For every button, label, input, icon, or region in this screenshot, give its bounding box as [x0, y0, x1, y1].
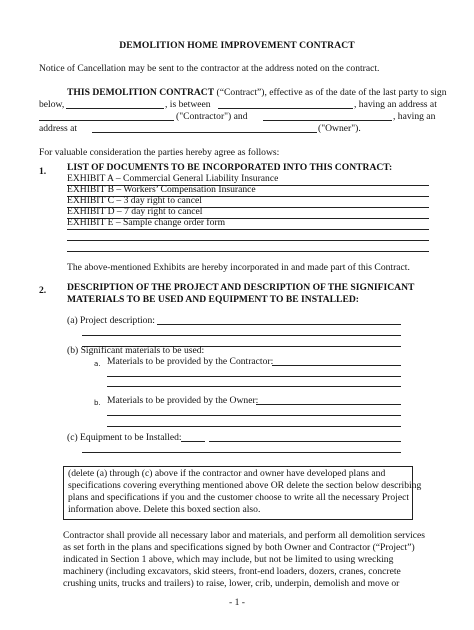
scope-line-4: machinery (including excavators, skid steers, front-end loaders, dozers, cranes, concrete — [63, 566, 401, 577]
instructions-line-1: (delete (a) through (c) above if the contractor and owner have developed plans and — [68, 468, 386, 479]
intro-lead: THIS DEMOLITION CONTRACT — [67, 87, 215, 98]
section2-heading-line2: MATERIALS TO BE USED AND EQUIPMENT TO BE INSTALLED: — [67, 294, 359, 305]
owner-materials-line-2[interactable] — [107, 415, 401, 416]
cancellation-notice: Notice of Cancellation may be sent to the contractor at the address noted on the contract. — [39, 63, 380, 74]
intro-line3-label-a: ("Contractor") and — [176, 111, 248, 122]
exhibit-d: EXHIBIT D – 7 day right to cancel — [67, 206, 203, 217]
owner-address-blank[interactable] — [92, 132, 317, 133]
intro-line1-text: (“Contract”), effective as of the date of the last party to sign — [214, 87, 447, 98]
exhibit-blank-line-2[interactable] — [67, 239, 429, 252]
materials-label: (b) Significant materials to be used: — [67, 345, 205, 356]
intro-line4-label-a: address at — [39, 123, 78, 134]
exhibits-incorporated-text: The above-mentioned Exhibits are hereby incorporated in and made part of this Contract. — [67, 262, 410, 273]
instructions-line-3: plans and specifications if you and the customer choose to write all the necessary Project — [68, 492, 410, 503]
equipment-line-1b[interactable] — [209, 441, 401, 442]
intro-line2-label-b: , is between — [165, 99, 211, 110]
contractor-address-blank[interactable] — [39, 120, 174, 121]
scope-line-3: indicated in Section 1 above, which may include, but not be limited to using wrecking — [63, 554, 394, 565]
section1-heading: LIST OF DOCUMENTS TO BE INCORPORATED INTO THIS CONTRACT: — [67, 162, 393, 173]
owner-materials-line-1[interactable] — [256, 404, 401, 405]
section2-heading-line1: DESCRIPTION OF THE PROJECT AND DESCRIPTION OF THE SIGNIFICANT — [67, 282, 415, 293]
section1-number: 1. — [39, 166, 47, 177]
scope-line-2: as set forth in the plans and specifications signed by both Owner and Contractor (“Project”) — [63, 542, 415, 553]
instructions-box — [63, 466, 422, 520]
contractor-materials-marker: a. — [94, 360, 101, 368]
intro-line-1 — [67, 87, 447, 99]
equipment-line-1a[interactable] — [181, 441, 205, 442]
scope-line-1: Contractor shall provide all necessary labor and materials, and perform all demolition services — [63, 530, 426, 541]
equipment-line-2[interactable] — [82, 452, 401, 453]
owner-materials-label: Materials to be provided by the Owner: — [107, 395, 259, 406]
exhibit-c: EXHIBIT C – 3 day right to cancel — [67, 195, 202, 206]
scope-line-5: crushing units, trucks and trailers) to raise, lower, crib, underpin, demolish and move or — [63, 578, 400, 589]
instructions-line-4: information above. Delete this boxed section also. — [68, 504, 261, 515]
exhibit-a: EXHIBIT A – Commercial General Liability Insurance — [67, 173, 279, 184]
intro-line4-label-b: ("Owner"). — [318, 123, 361, 134]
intro-line3-label-b: , having an — [393, 111, 436, 122]
exhibit-e: EXHIBIT E – Sample change order form — [67, 217, 226, 228]
date-blank[interactable] — [66, 108, 164, 109]
contractor-materials-line-1[interactable] — [272, 365, 401, 366]
document-title: DEMOLITION HOME IMPROVEMENT CONTRACT — [119, 40, 355, 51]
project-description-line-1[interactable] — [157, 324, 401, 325]
contractor-materials-line-3[interactable] — [107, 386, 401, 387]
consideration-text: For valuable consideration the parties hereby agree as follows: — [39, 147, 280, 158]
contractor-materials-line-2[interactable] — [107, 376, 401, 377]
intro-line2-label-a: below, — [39, 99, 65, 110]
exhibit-b: EXHIBIT B – Workers’ Compensation Insurance — [67, 184, 256, 195]
instructions-line-2: specifications covering everything mentioned above OR delete the section below describing — [68, 480, 422, 491]
owner-materials-line-3[interactable] — [107, 426, 401, 427]
contractor-name-blank[interactable] — [218, 108, 353, 109]
intro-line2-label-c: , having an address at — [354, 99, 437, 110]
project-description-line-2[interactable] — [82, 335, 401, 336]
project-description-label: (a) Project description: — [67, 315, 155, 326]
owner-materials-marker: b. — [94, 399, 101, 407]
page-number: - 1 - — [229, 597, 245, 608]
contractor-materials-label: Materials to be provided by the Contractor: — [107, 356, 274, 367]
section2-number: 2. — [39, 285, 47, 296]
equipment-label: (c) Equipment to be Installed: — [67, 432, 182, 443]
owner-name-blank[interactable] — [263, 120, 392, 121]
